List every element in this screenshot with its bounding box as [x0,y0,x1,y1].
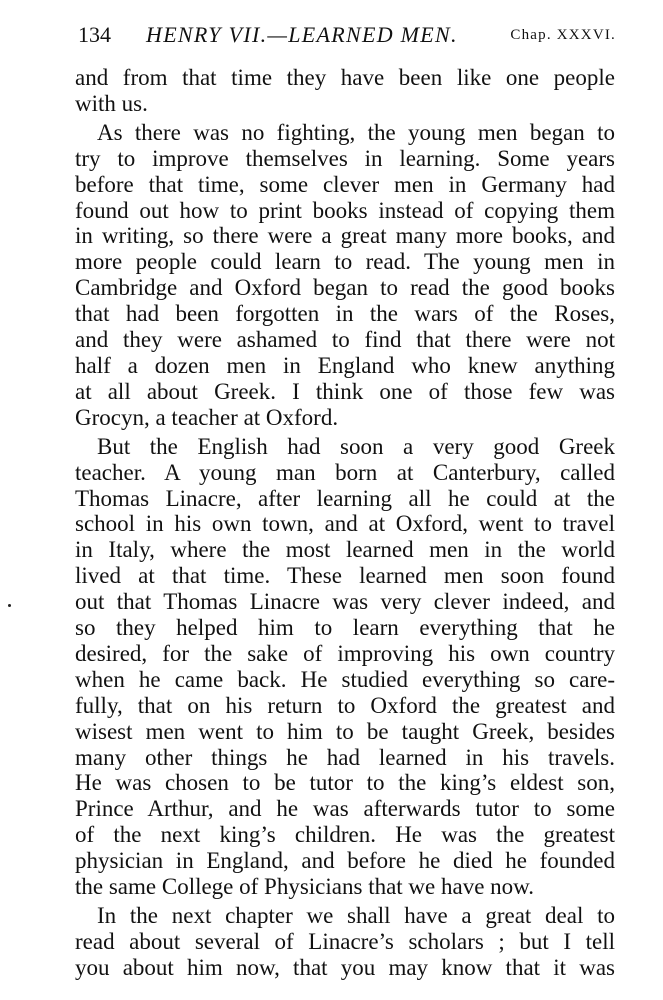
text-line: and they were ashamed to find that there were not [75,327,615,353]
paragraph [75,434,615,900]
text-line: in writing, so there were a great many more books, and [75,223,615,249]
text-line: read about several of Linacre’s scholars ; but I tell [75,928,615,954]
text-line: Thomas Linacre, after learning all he could at the [75,485,615,511]
text-line: you about him now, that you may know that it was [75,954,615,980]
text-line: But the English had soon a very good Greek [97,433,615,459]
chapter-label: Chap. XXXVI. [510,27,616,43]
paragraph [75,903,615,981]
text-line: so they helped him to learn everything that he [75,615,615,641]
text-line: at all about Greek. I think one of those few was [75,378,615,404]
text-line: In the next chapter we shall have a great deal to [97,903,615,928]
text-line: in Italy, where the most learned men in the world [75,537,615,563]
text-line: As there was no fighting, the young men began to [97,119,615,145]
paragraph [75,120,615,431]
running-title: HENRY VII.—LEARNED MEN. [146,22,458,47]
paragraph-continued [75,65,615,117]
text-line: more people could learn to read. The young men in [75,249,615,275]
text-line: Prince Arthur, and he was afterwards tutor to some [75,796,615,822]
text-line: found out how to print books instead of copying them [75,197,615,223]
text-line: lived at that time. These learned men soon found [75,563,615,589]
text-line: with us. [75,90,148,116]
text-line: Grocyn, a teacher at Oxford. [75,404,339,430]
text-line: He was chosen to be tutor to the king’s eldest son, [75,770,615,796]
text-line: wisest men went to him to be taught Greek, besides [75,718,615,744]
text-line: before that time, some clever men in Germany had [75,171,615,197]
text-line: and from that time they have been like one people [75,65,615,90]
text-line: Cambridge and Oxford began to read the good books [75,275,615,301]
text-line: many other things he had learned in his travels. [75,744,615,770]
text-line: the same College of Physicians that we have now. [75,874,535,900]
body-text [75,65,615,984]
margin-ink-dot [8,604,11,607]
text-line: teacher. A young man born at Canterbury, called [75,459,615,485]
page-number: 134 [78,22,111,47]
text-line: half a dozen men in England who knew anything [75,352,615,378]
text-line: fully, that on his return to Oxford the greatest and [75,692,615,718]
text-line: out that Thomas Linacre was very clever indeed, and [75,589,615,615]
text-line: when he came back. He studied everything so care- [75,666,615,692]
text-line: physician in England, and before he died he founded [75,848,615,874]
text-line: try to improve themselves in learning. Some years [75,145,615,171]
text-line: school in his own town, and at Oxford, went to travel [75,511,615,537]
running-header [78,20,616,50]
text-line: desired, for the sake of improving his own country [75,640,615,666]
text-line: that had been forgotten in the wars of the Roses, [75,301,615,327]
text-line: of the next king’s children. He was the greatest [75,822,615,848]
